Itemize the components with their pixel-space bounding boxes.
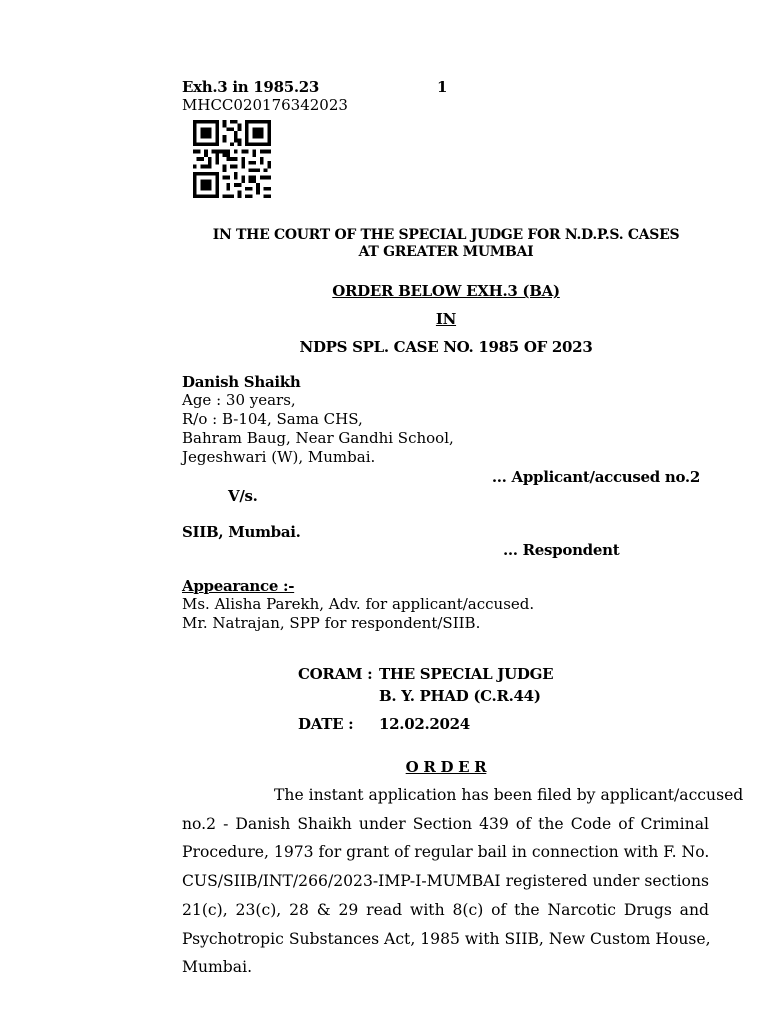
appearance-heading: Appearance :- <box>182 577 295 595</box>
order-date: 12.02.2024 <box>379 715 470 733</box>
coram-label: CORAM : <box>298 665 373 683</box>
applicant-address-line2: Bahram Baug, Near Gandhi School, <box>182 429 454 447</box>
exhibit-reference: Exh.3 in 1985.23 <box>182 78 320 96</box>
date-label: DATE : <box>298 715 354 733</box>
applicant-name: Danish Shaikh <box>182 373 301 391</box>
order-body-line: The instant application has been filed by applicant/accused <box>274 786 744 804</box>
court-name-line2: AT GREATER MUMBAI <box>358 244 534 260</box>
order-body-line: no.2 - Danish Shaikh under Section 439 of the Code of Criminal <box>182 814 709 833</box>
appearance-applicant-counsel: Ms. Alisha Parekh, Adv. for applicant/accused. <box>182 595 535 613</box>
judge-name: B. Y. PHAD (C.R.44) <box>379 687 541 705</box>
order-body-line: Procedure, 1973 for grant of regular bail in connection with F. No. <box>182 843 710 862</box>
versus-label: V/s. <box>228 487 258 505</box>
respondent-name: SIIB, Mumbai. <box>182 523 301 541</box>
qr-code-icon <box>190 120 274 198</box>
order-body-line: Psychotropic Substances Act, 1985 with SIIB, New Custom House, <box>182 929 711 948</box>
cnr-number: MHCC020176342023 <box>182 96 348 114</box>
order-body-line: 21(c), 23(c), 28 & 29 read with 8(c) of the Narcotic Drugs and <box>182 900 709 919</box>
order-body-paragraph <box>182 781 744 982</box>
order-title: ORDER BELOW EXH.3 (BA) <box>332 282 560 300</box>
order-title-in: IN <box>435 310 457 328</box>
order-heading: O R D E R <box>405 758 487 776</box>
judge-title: THE SPECIAL JUDGE <box>379 665 554 683</box>
appearance-respondent-counsel: Mr. Natrajan, SPP for respondent/SIIB. <box>182 614 481 632</box>
applicant-address-line1: R/o : B-104, Sama CHS, <box>182 410 363 428</box>
court-name-line1: IN THE COURT OF THE SPECIAL JUDGE FOR N.D.P.S. CASES <box>212 227 680 243</box>
applicant-role: … Applicant/accused no.2 <box>491 468 700 486</box>
case-number: NDPS SPL. CASE NO. 1985 OF 2023 <box>299 338 593 356</box>
order-body-line: CUS/SIIB/INT/266/2023-IMP-I-MUMBAI registered under sections <box>182 872 709 891</box>
applicant-age: Age : 30 years, <box>182 391 296 409</box>
applicant-address-line3: Jegeshwari (W), Mumbai. <box>182 448 376 466</box>
respondent-role: … Respondent <box>503 541 620 559</box>
page-number: 1 <box>437 78 448 96</box>
order-body-line: Mumbai. <box>182 958 253 977</box>
